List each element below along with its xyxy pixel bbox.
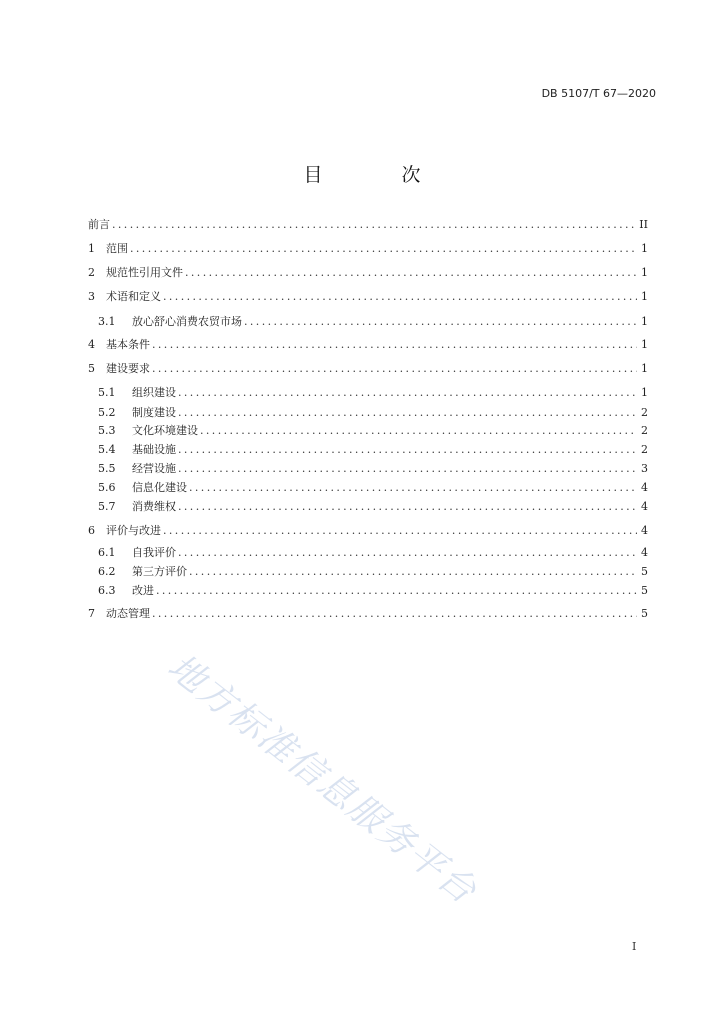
toc-entry-number: 5 bbox=[88, 362, 95, 375]
toc-dot-leader bbox=[178, 405, 637, 421]
toc-entry-number: 6.3 bbox=[98, 584, 116, 597]
toc-entry-number: 5.2 bbox=[98, 406, 116, 419]
toc-entry[interactable] bbox=[88, 217, 648, 233]
toc-dot-leader bbox=[130, 241, 637, 257]
toc-dot-leader bbox=[178, 545, 637, 561]
toc-entry-title: 评价与改进 bbox=[106, 524, 161, 537]
toc-dot-leader bbox=[189, 564, 637, 580]
toc-entry[interactable] bbox=[88, 337, 648, 353]
document-code: DB 5107/T 67—2020 bbox=[541, 87, 656, 100]
toc-entry[interactable] bbox=[98, 545, 648, 561]
watermark: 地方标准信息服务平台 bbox=[159, 646, 485, 913]
toc-dot-leader bbox=[152, 337, 637, 353]
toc-entry-number: 5.1 bbox=[98, 386, 116, 399]
toc-entry-page: II bbox=[639, 218, 648, 231]
toc-entry-page: 2 bbox=[641, 443, 648, 456]
toc-dot-leader bbox=[178, 499, 637, 515]
toc-entry-number: 3 bbox=[88, 290, 95, 303]
toc-entry[interactable] bbox=[88, 523, 648, 539]
toc-entry-number: 7 bbox=[88, 607, 95, 620]
toc-dot-leader bbox=[178, 442, 637, 458]
toc-entry-title: 规范性引用文件 bbox=[106, 266, 183, 279]
toc-dot-leader bbox=[152, 361, 637, 377]
toc-entry[interactable] bbox=[98, 442, 648, 458]
toc-entry-title: 改进 bbox=[132, 584, 154, 597]
toc-entry-page: 1 bbox=[641, 315, 648, 328]
page-number: I bbox=[632, 940, 637, 953]
toc-entry-page: 4 bbox=[641, 481, 648, 494]
toc-dot-leader bbox=[189, 480, 637, 496]
toc-dot-leader bbox=[163, 523, 637, 539]
toc-entry[interactable] bbox=[98, 423, 648, 439]
toc-entry-page: 3 bbox=[641, 462, 648, 475]
toc-entry-title: 建设要求 bbox=[106, 362, 150, 375]
toc-dot-leader bbox=[244, 314, 637, 330]
toc-entry-title: 前言 bbox=[88, 218, 110, 231]
toc-entry-page: 5 bbox=[641, 607, 648, 620]
toc-entry-title: 制度建设 bbox=[132, 406, 176, 419]
toc-entry-title: 范围 bbox=[106, 242, 128, 255]
toc-entry-page: 4 bbox=[641, 500, 648, 513]
toc-entry[interactable] bbox=[88, 265, 648, 281]
toc-entry-page: 1 bbox=[641, 362, 648, 375]
toc-entry[interactable] bbox=[88, 289, 648, 305]
toc-entry-number: 6.1 bbox=[98, 546, 116, 559]
toc-entry[interactable] bbox=[98, 314, 648, 330]
toc-entry[interactable] bbox=[98, 499, 648, 515]
toc-entry-number: 6.2 bbox=[98, 565, 116, 578]
toc-entry-number: 5.3 bbox=[98, 424, 116, 437]
toc-entry[interactable] bbox=[98, 385, 648, 401]
toc-entry-title: 信息化建设 bbox=[132, 481, 187, 494]
toc-entry-number: 2 bbox=[88, 266, 95, 279]
toc-entry-page: 1 bbox=[641, 242, 648, 255]
toc-entry-page: 2 bbox=[641, 424, 648, 437]
toc-dot-leader bbox=[185, 265, 637, 281]
toc-entry-page: 4 bbox=[641, 546, 648, 559]
toc-dot-leader bbox=[112, 217, 635, 233]
toc-entry-page: 5 bbox=[641, 565, 648, 578]
toc-entry[interactable] bbox=[98, 583, 648, 599]
toc-dot-leader bbox=[178, 461, 637, 477]
toc-dot-leader bbox=[156, 583, 637, 599]
toc-entry-page: 4 bbox=[641, 524, 648, 537]
toc-entry-page: 2 bbox=[641, 406, 648, 419]
toc-entry[interactable] bbox=[98, 461, 648, 477]
toc-entry-number: 4 bbox=[88, 338, 95, 351]
toc-entry[interactable] bbox=[98, 480, 648, 496]
toc-entry-number: 1 bbox=[88, 242, 95, 255]
toc-entry-title: 消费维权 bbox=[132, 500, 176, 513]
toc-entry-number: 5.4 bbox=[98, 443, 116, 456]
toc-entry[interactable] bbox=[88, 606, 648, 622]
toc-entry[interactable] bbox=[98, 405, 648, 421]
toc-entry-page: 1 bbox=[641, 386, 648, 399]
toc-entry-page: 1 bbox=[641, 338, 648, 351]
toc-entry[interactable] bbox=[98, 564, 648, 580]
toc-entry[interactable] bbox=[88, 361, 648, 377]
toc-entry-number: 5.6 bbox=[98, 481, 116, 494]
toc-dot-leader bbox=[152, 606, 637, 622]
toc-entry-title: 第三方评价 bbox=[132, 565, 187, 578]
toc-title: 目 次 bbox=[303, 164, 451, 186]
toc-entry-page: 1 bbox=[641, 290, 648, 303]
toc-dot-leader bbox=[200, 423, 637, 439]
toc-entry-title: 组织建设 bbox=[132, 386, 176, 399]
toc-entry-page: 1 bbox=[641, 266, 648, 279]
toc-dot-leader bbox=[163, 289, 637, 305]
toc-entry-title: 基础设施 bbox=[132, 443, 176, 456]
toc-entry-number: 3.1 bbox=[98, 315, 116, 328]
toc-entry-title: 术语和定义 bbox=[106, 290, 161, 303]
toc-entry-page: 5 bbox=[641, 584, 648, 597]
toc-entry-title: 经营设施 bbox=[132, 462, 176, 475]
toc-entry-number: 5.7 bbox=[98, 500, 116, 513]
toc-entry-number: 6 bbox=[88, 524, 95, 537]
toc-entry-title: 动态管理 bbox=[106, 607, 150, 620]
toc-entry-title: 基本条件 bbox=[106, 338, 150, 351]
toc-entry-number: 5.5 bbox=[98, 462, 116, 475]
toc-entry-title: 放心舒心消费农贸市场 bbox=[132, 315, 242, 328]
toc-entry-title: 自我评价 bbox=[132, 546, 176, 559]
toc-entry-title: 文化环境建设 bbox=[132, 424, 198, 437]
toc-dot-leader bbox=[178, 385, 637, 401]
toc-entry[interactable] bbox=[88, 241, 648, 257]
